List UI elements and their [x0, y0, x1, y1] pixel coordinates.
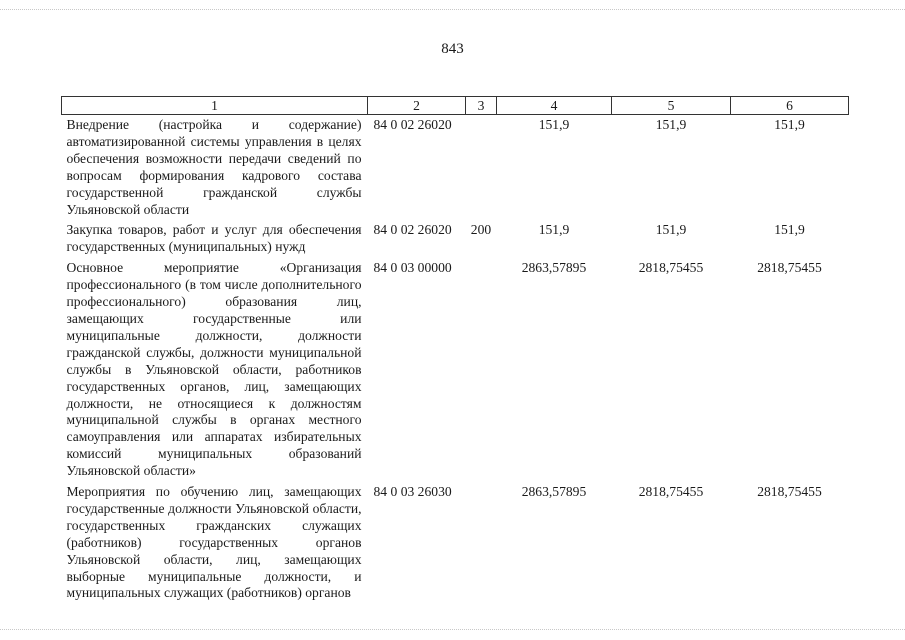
- row-name: Закупка товаров, работ и услуг для обеспечения государственных (муниципальных) нужд: [66, 222, 362, 255]
- row-name: Основное мероприятие «Организация профессионального (в том числе дополнительного профессионального) образования лиц, замещающих государственные или муниципальные должности, должности гражданской службы, должности муниципальной службы в Ульяновской области, работников государственных органов, лиц, замещающих должности, не относящиеся к должностям муниципальной службы в органах местного самоуправления или аппаратах избирательных комиссий муниципальных образований Ульяновской области»: [66, 260, 362, 479]
- table-row: [62, 258, 849, 482]
- row-name: Внедрение (настройка и содержание) автоматизированной системы управления в целях обеспечения возможности передачи сведений по вопросам формирования кадрового состава государственной гражданской службы Ульяновской области: [66, 117, 362, 217]
- row-value-1: 151,9: [538, 222, 570, 238]
- row-value-1: 2863,57895: [521, 260, 587, 276]
- header-row: [62, 97, 849, 115]
- row-value-2: 151,9: [655, 222, 687, 238]
- scan-artifact-bottom: [0, 629, 905, 631]
- row-code: 84 0 03 00000: [373, 260, 452, 276]
- table-row: [62, 220, 849, 258]
- row-expense-type: [466, 258, 497, 482]
- budget-table: [61, 96, 849, 604]
- row-value-3: 151,9: [774, 222, 805, 238]
- row-value-3: 2818,75455: [757, 260, 822, 276]
- row-code: 84 0 02 26020: [373, 222, 452, 238]
- header-cell-1: 1: [62, 97, 368, 115]
- row-value-3: 2818,75455: [757, 484, 822, 500]
- row-expense-type: [466, 482, 497, 604]
- header-cell-5: 5: [612, 97, 731, 115]
- row-code: 84 0 03 26030: [373, 484, 452, 500]
- scan-artifact-top: [0, 9, 905, 11]
- row-expense-type: [466, 115, 497, 221]
- page-number: 843: [441, 41, 464, 57]
- table-row: [62, 482, 849, 604]
- row-value-2: 151,9: [655, 117, 687, 132]
- header-cell-2: 2: [368, 97, 466, 115]
- row-value-2: 2818,75455: [638, 260, 704, 276]
- row-value-1: 151,9: [538, 117, 570, 132]
- row-value-2: 2818,75455: [638, 484, 704, 500]
- row-expense-type: 200: [470, 222, 492, 238]
- header-cell-4: 4: [497, 97, 612, 115]
- row-name: Мероприятия по обучению лиц, замещающих государственные должности Ульяновской области, государственных гражданских служащих (работников) государственных органов Ульяновской области, лиц, замещающих выборные муниципальные должности, и муниципальных служащих (работников) органов: [66, 484, 362, 601]
- row-value-1: 2863,57895: [521, 484, 587, 500]
- row-value-3: 151,9: [774, 117, 805, 132]
- header-cell-6: 6: [731, 97, 849, 115]
- header-cell-3: 3: [466, 97, 497, 115]
- row-code: 84 0 02 26020: [373, 117, 452, 132]
- table-row: [62, 115, 849, 221]
